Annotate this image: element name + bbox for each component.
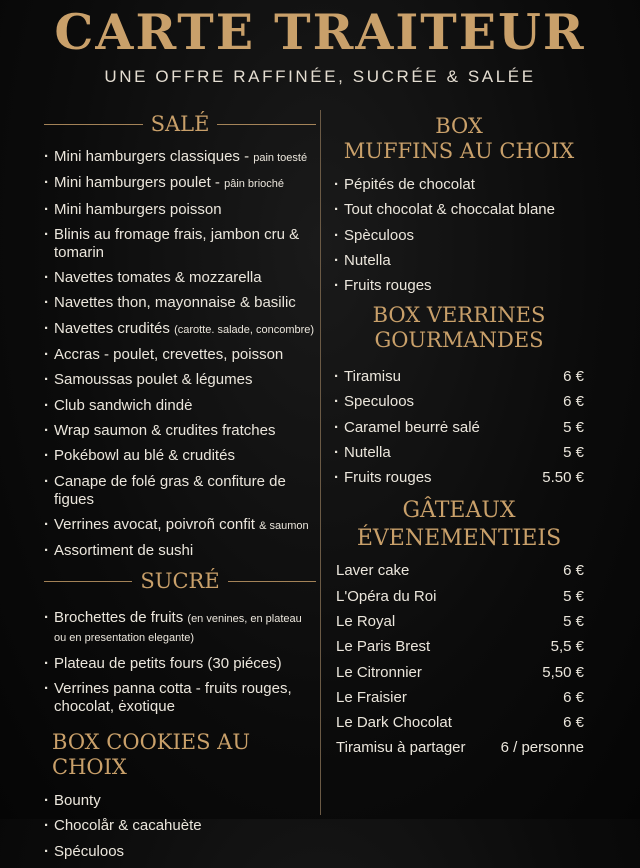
item-name: Le Paris Brest [336,638,431,656]
price-row [334,739,584,757]
right-column [334,108,584,765]
list-item: · Pokébowl au blé & crudités [44,447,316,465]
price-row [334,393,584,411]
item-price: 5 € [563,587,584,605]
list-item: · Canape de folé gras & confiture de figues [44,473,316,509]
item-price: 6 € [563,688,584,706]
item-price: 6 € [563,562,584,580]
sale-heading: SALÉ [44,110,316,138]
verrines-heading-line1: BOX VERRINES [372,303,546,328]
item-name: · Tiramisu [344,368,401,386]
list-item: · Spéculoos [44,843,316,861]
item-price: 6 € [563,368,584,386]
list-item: · Nutella [334,252,584,270]
price-row [334,368,584,386]
heading-rule [217,124,316,125]
price-row [334,469,584,487]
item-price: 5,5 € [550,638,584,656]
list-item: · Navettes tomates & mozzarella [44,269,316,287]
sucre-list [44,609,316,716]
item-name: Le Dark Chocolat [336,714,452,732]
price-row [334,638,584,656]
muffins-heading-line2: MUFFINS AU CHOIX [343,139,575,163]
item-price: 5,50 € [542,663,584,681]
price-row [334,562,584,580]
list-item: · Mini hamburgers poulet - pâin brioché [44,174,316,193]
list-item: · Blinis au fromage frais, jambon cru & tomarin [44,226,316,262]
page-subtitle: UNE OFFRE RAFFINÉE, SUCRÉE & SALÉE [104,67,536,86]
item-name: · Nutella [344,444,391,462]
heading-rule [44,124,143,125]
list-item: · Club sandwich dindė [44,397,316,415]
item-name: Laver cake [336,562,410,580]
list-item: · Assortiment de sushi [44,542,316,560]
page-title: CARTE TRAITEUR [54,3,586,61]
price-row [334,419,584,437]
gateaux-heading-line1: GÂTEAUX [402,498,516,524]
list-item: · Mini hamburgers poisson [44,201,316,219]
item-name: Tiramisu à partager [336,739,466,757]
list-item: · Tout chocolat & choccalat blane [334,201,584,219]
list-item: · Wrap saumon & crudites fratches [44,422,316,440]
column-divider [320,110,321,815]
list-item: · Plateau de petits fours (30 piéces) [44,655,316,673]
item-name: L'Opéra du Roi [336,587,437,605]
heading-rule [44,581,132,582]
item-name: Le Royal [336,612,396,630]
verrines-heading-line2: GOURMANDES [374,328,544,353]
item-name: · Fruits rouges [344,469,432,487]
gateaux-heading-line2: ÉVENEMENTIEIS [356,526,562,552]
item-name: Le Fraisier [336,688,407,706]
list-item: · Navettes crudités (carotte. salade, concombre) [44,320,316,339]
item-name: Le Citronnier [336,663,422,681]
list-item: · Accras - poulet, crevettes, poisson [44,346,316,364]
list-item: · Samoussas poulet & légumes [44,371,316,389]
item-price: 5 € [563,418,584,436]
list-item: · Verrines panna cotta - fruits rouges, chocolat, ėxotique [44,680,316,716]
muffins-heading-line1: BOX [435,114,483,138]
price-row [334,714,584,732]
cookies-list [44,792,316,861]
item-name: · Caramel beurrė salé [344,418,480,436]
list-item: · Fruits rouges [334,277,584,295]
sucre-heading: SUCRÉ [44,567,316,595]
heading-rule [228,581,316,582]
item-price: 5 € [563,612,584,630]
sale-list [44,148,316,560]
item-price: 6 € [563,393,584,411]
price-row [334,689,584,707]
price-row [334,588,584,606]
list-item: · Mini hamburgers classiques - pain toesté [44,148,316,167]
list-item: · Bounty [44,792,316,810]
verrines-list [334,368,584,487]
list-item: · Chocolår & cacahuète [44,817,316,835]
list-item: · Navettes thon, mayonnaise & basilic [44,294,316,312]
price-row [334,444,584,462]
gateaux-list [334,562,584,757]
list-item: · Spèculoos [334,227,584,245]
item-price: 6 € [563,714,584,732]
price-row [334,664,584,682]
price-row [334,613,584,631]
left-column [44,108,316,868]
item-price: 6 / personne [500,739,584,757]
cookies-heading: BOX COOKIES AU CHOIX [52,730,251,780]
item-price: 5 € [563,444,584,462]
list-item: · Verrines avocat, poivroñ confit & saumon [44,516,316,535]
list-item: · Brochettes de fruits (en venines, en plateau ou en presentation elegante) [44,609,316,647]
list-item: · Pépités de chocolat [334,176,584,194]
item-price: 5.50 € [542,469,584,487]
item-name: · Speculoos [344,393,415,411]
muffins-list [334,176,584,295]
